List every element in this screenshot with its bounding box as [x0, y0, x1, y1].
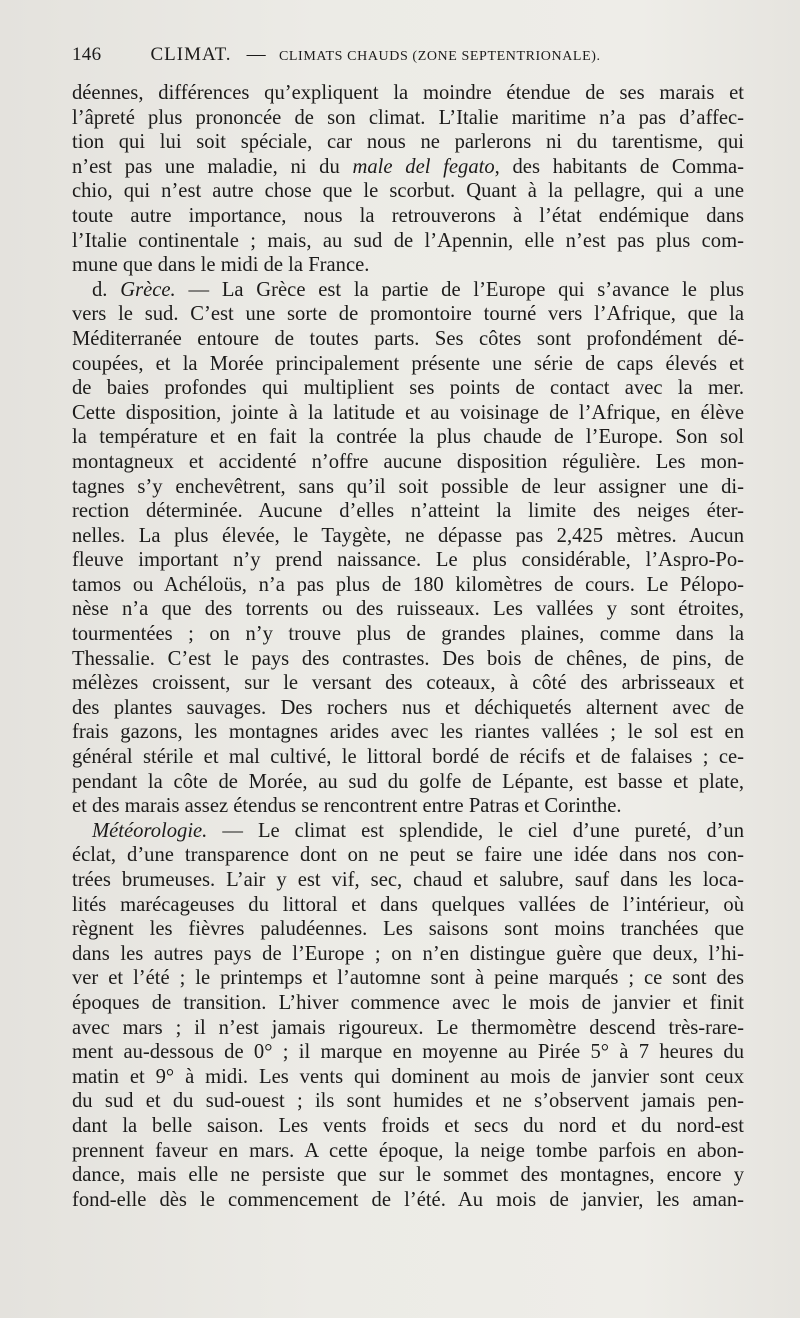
- text-run: , des habitants de Comma-: [494, 155, 744, 178]
- text-line: dance, mais elle ne persiste que sur le sommet des montagnes, encore y: [72, 1164, 744, 1187]
- text-line: déennes, différences qu’expliquent la moindre étendue de ses marais et: [72, 82, 744, 104]
- text-line: matin et 9° à midi. Les vents qui dominent au mois de janvier sont ceux: [72, 1065, 744, 1088]
- header-dash: —: [246, 44, 266, 65]
- text-line: éclat, d’une transparence dont on ne peut se faire une idée dans nos con-: [72, 844, 744, 867]
- text-line: chio, qui n’est autre chose que le scorbut. Quant à la pellagre, qui a une: [72, 180, 744, 203]
- text-line: trées brumeuses. L’air y est vif, sec, chaud et salubre, sauf dans les loca-: [72, 869, 744, 891]
- text-line: pendant la côte de Morée, au sud du golfe de Lépante, est basse et plate,: [72, 770, 744, 793]
- text-run: d.: [92, 278, 121, 301]
- text-line: Méditerranée entoure de toutes parts. Ses côtes sont profondément dé-: [72, 327, 744, 350]
- text-run: — Le climat est splendide, le ciel d’une pureté, d’un: [207, 819, 744, 842]
- text-line: mune que dans le midi de la France.: [72, 254, 370, 277]
- header-title: CLIMAT.: [150, 44, 232, 65]
- italic-term: male del fegato: [352, 155, 495, 178]
- text-line: dant la belle saison. Les vents froids et secs du nord et du nord-est: [72, 1114, 744, 1137]
- text-line: lités marécageuses du littoral et dans quelques vallées de l’intérieur, où: [72, 893, 744, 916]
- text-line: époques de transition. L’hiver commence avec le mois de janvier et finit: [72, 991, 744, 1014]
- text-line: règnent les fièvres paludéennes. Les saisons sont moins tranchées que: [72, 918, 744, 941]
- text-line: de baies profondes qui multiplient ses points de contact avec la mer.: [72, 377, 744, 400]
- text-line: des plantes sauvages. Des rochers nus et déchiquetés alternent avec de: [72, 696, 744, 719]
- text-line: Thessalie. C’est le pays des contrastes. Des bois de chênes, de pins, de: [72, 647, 744, 670]
- text-line: tamos ou Achéloüs, n’a pas plus de 180 kilomètres de cours. Le Pélopo-: [72, 573, 744, 596]
- text-line: fleuve important n’y prend naissance. Le plus considérable, l’Aspro-Po-: [72, 549, 744, 572]
- text-line: [72, 819, 744, 844]
- text-line: tion qui lui soit spéciale, car nous ne parlerons ni du tarentisme, qui: [72, 131, 744, 154]
- text-line: tourmentées ; on n’y trouve plus de grandes plaines, comme dans la: [72, 623, 744, 646]
- text-line: ment au-dessous de 0° ; il marque en moyenne au Pirée 5° à 7 heures du: [72, 1041, 744, 1064]
- text-line: ver et l’été ; le printemps et l’automne sont à peine marqués ; ce sont des: [72, 967, 744, 990]
- text-line: [72, 278, 744, 303]
- text-line: et des marais assez étendus se rencontrent entre Patras et Corinthe.: [72, 795, 622, 818]
- paragraph-block: [72, 81, 744, 1212]
- italic-term: Météorologie.: [92, 819, 208, 842]
- header-subtitle: CLIMATS CHAUDS (ZONE SEPTENTRIONALE).: [278, 49, 601, 64]
- text-line: montagneux et accidenté n’offre aucune disposition régulière. Les mon-: [72, 450, 744, 473]
- running-header: [72, 44, 744, 66]
- text-run: — La Grèce est la partie de l’Europe qui s’avance le plus: [175, 278, 744, 301]
- text-line: général stérile et mal cultivé, le littoral bordé de récifs et de falaises ; ce-: [72, 746, 744, 769]
- text-line: nèse n’a que des torrents ou des ruisseaux. Les vallées y sont étroites,: [72, 598, 744, 621]
- text-line: mélèzes croissent, sur le versant des coteaux, à côté des arbrisseaux et: [72, 672, 744, 695]
- text-line: tagnes s’y enchevêtrent, sans qu’il soit possible de leur assigner une di-: [72, 475, 744, 498]
- text-run: n’est pas une maladie, ni du: [72, 155, 353, 178]
- text-line: la température et en fait la contrée la plus chaude de l’Europe. Son sol: [72, 426, 744, 449]
- text-line: nelles. La plus élevée, le Taygète, ne dépasse pas 2,425 mètres. Aucun: [72, 524, 744, 547]
- text-line: du sud et du sud-ouest ; ils sont humides et ne s’observent jamais pen-: [72, 1090, 744, 1113]
- body-text: [72, 81, 744, 1212]
- text-line: prennent faveur en mars. A cette époque, la neige tombe parfois en abon-: [72, 1139, 744, 1162]
- text-line: rection déterminée. Aucune d’elles n’atteint la limite des neiges éter-: [72, 500, 744, 523]
- text-line: vers le sud. C’est une sorte de promontoire tourné vers l’Afrique, que la: [72, 303, 744, 326]
- page-number: 146: [72, 44, 102, 65]
- text-line: dans les autres pays de l’Europe ; on n’en distingue guère que deux, l’hi-: [72, 942, 744, 965]
- text-line: frais gazons, les montagnes arides avec les riantes vallées ; le sol est en: [72, 721, 744, 744]
- text-line: [72, 155, 744, 180]
- text-line: Cette disposition, jointe à la latitude et au voisinage de l’Afrique, en élève: [72, 401, 744, 424]
- italic-term: Grèce.: [120, 278, 176, 301]
- text-line: coupées, et la Morée principalement présente une série de caps élevés et: [72, 352, 744, 375]
- text-line: avec mars ; il n’est jamais rigoureux. Le thermomètre descend très-rare-: [72, 1016, 744, 1039]
- text-line: l’Italie continentale ; mais, au sud de l’Apennin, elle n’est pas plus com-: [72, 229, 744, 252]
- text-line: toute autre importance, nous la retrouverons à l’état endémique dans: [72, 204, 744, 227]
- text-line: fond-elle dès le commencement de l’été. Au mois de janvier, les aman-: [72, 1188, 744, 1211]
- text-line: l’âpreté plus prononcée de son climat. L’Italie maritime n’a pas d’affec-: [72, 106, 744, 129]
